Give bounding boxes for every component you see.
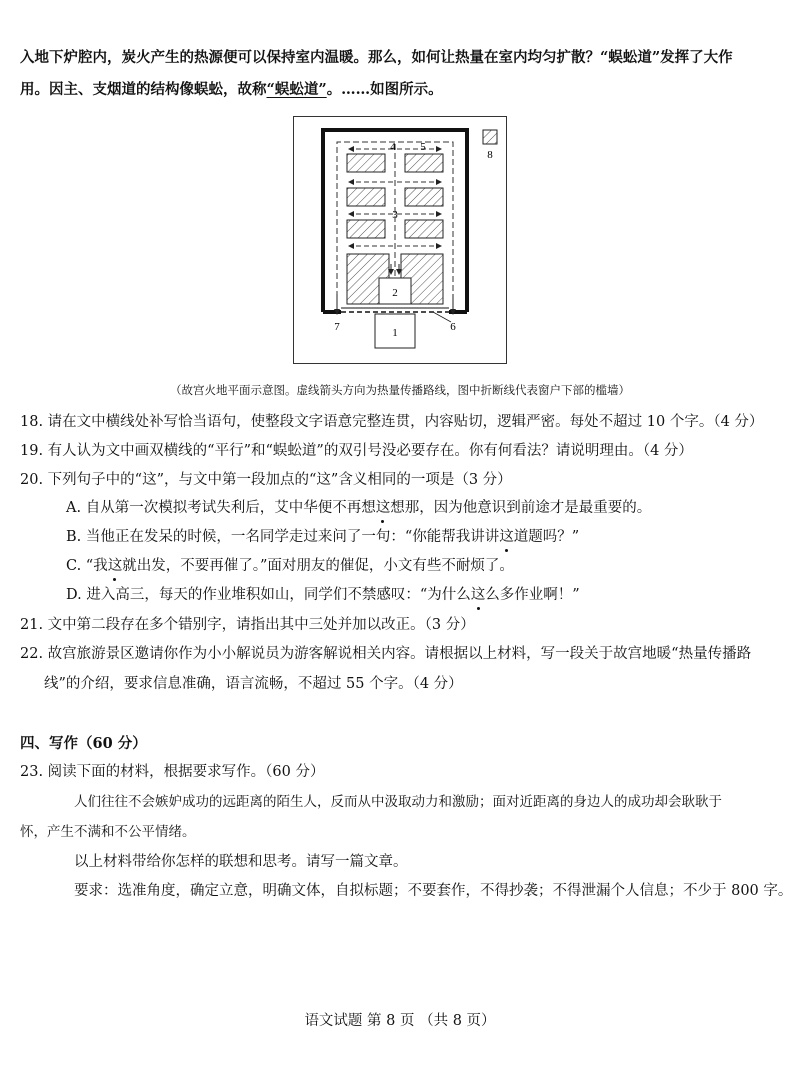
option-b <box>66 527 579 547</box>
option-d-post: 么多作业啊！” <box>485 587 580 603</box>
label-7: 7 <box>334 321 340 333</box>
writing-prompt: 以上材料带给你怎样的联想和思考。请写一篇文章。 <box>74 854 408 870</box>
question-22-line-1: 22. 故宫旅游景区邀请你作为小小解说员为游客解说相关内容。请根据以上材料，写一段关于故宫地暖“热量传播路 <box>20 646 752 662</box>
option-d-dotted-char: 这 <box>470 587 486 603</box>
option-b-dotted-char: 这 <box>499 529 514 545</box>
writing-requirements: 要求：选准角度，确定立意，明确文体，自拟标题；不要套作，不得抄袭；不得泄漏个人信息；不少于 800 字。 <box>74 883 793 899</box>
option-c-post: 就出发，不要再催了。”面对朋友的催促，小文有些不耐烦了。 <box>122 558 514 574</box>
label-8: 8 <box>487 149 493 161</box>
label-1: 1 <box>392 327 398 339</box>
page-footer: 语文试题 第 8 页 （共 8 页） <box>304 1013 496 1029</box>
option-c-dotted-char: 这 <box>107 558 123 574</box>
option-b-post: 道题吗？” <box>513 529 580 545</box>
option-c-pre: C. “我 <box>66 558 108 574</box>
option-a-pre: A. 自从第一次模拟考试失利后，艾中华便不再想 <box>66 500 376 516</box>
option-a-dotted-char: 这 <box>375 500 391 516</box>
passage-line-1: 入地下炉腔内，炭火产生的热源便可以保持室内温暖。那么，如何让热量在室内均匀扩散？“蜈蚣道”发挥了大作 <box>20 49 733 66</box>
material-line-1: 人们往往不会嫉妒成功的远距离的陌生人，反而从中汲取动力和激励；面对近距离的身边人的成功却会耿耿于 <box>74 794 722 810</box>
label-3: 3 <box>392 209 398 221</box>
question-23: 23. 阅读下面的材料，根据要求写作。（60 分） <box>20 764 325 780</box>
option-c <box>66 556 514 576</box>
label-4: 4 <box>390 141 396 153</box>
option-b-pre: B. 当他正在发呆的时候，一名同学走过来问了一句：“你能帮我讲讲 <box>66 529 500 545</box>
floor-heating-diagram <box>293 116 507 364</box>
blank-underlined-term: “蜈蚣道” <box>266 81 327 98</box>
passage-line-2-before: 用。因主、支烟道的结构像蜈蚣，故称 <box>20 81 267 98</box>
option-d <box>66 585 580 605</box>
writing-section-title: 四、写作（60 分） <box>20 735 147 752</box>
question-22-line-2: 线”的介绍，要求信息准确，语言流畅，不超过 55 个字。（4 分） <box>44 676 463 692</box>
option-a-post: 想那，因为他意识到前途才是最重要的。 <box>390 500 652 516</box>
material-line-2: 怀，产生不满和不公平情绪。 <box>20 824 196 840</box>
label-5: 5 <box>420 141 426 153</box>
label-6: 6 <box>450 321 456 333</box>
option-d-pre: D. 进入高三，每天的作业堆积如山，同学们不禁感叹：“为什么 <box>66 587 471 603</box>
option-a <box>66 498 651 518</box>
passage-line-2-after: 。……如图所示。 <box>326 81 443 98</box>
question-21: 21. 文中第二段存在多个错别字，请指出其中三处并加以改正。（3 分） <box>20 617 475 633</box>
label-2: 2 <box>392 287 398 299</box>
question-20: 20. 下列句子中的“这”，与文中第一段加点的“这”含义相同的一项是（3 分） <box>20 472 512 488</box>
figure-caption: （故宫火地平面示意图。虚线箭头方向为热量传播路线，图中折断线代表窗户下部的槛墙） <box>170 383 630 397</box>
question-19: 19. 有人认为文中画双横线的“平行”和“蜈蚣道”的双引号没必要存在。你有何看法？请说明理由。（4 分） <box>20 443 693 459</box>
passage-line-2 <box>20 80 780 100</box>
question-18: 18. 请在文中横线处补写恰当语句，使整段文字语意完整连贯，内容贴切，逻辑严密。每处不超过 10 个字。（4 分） <box>20 414 764 430</box>
